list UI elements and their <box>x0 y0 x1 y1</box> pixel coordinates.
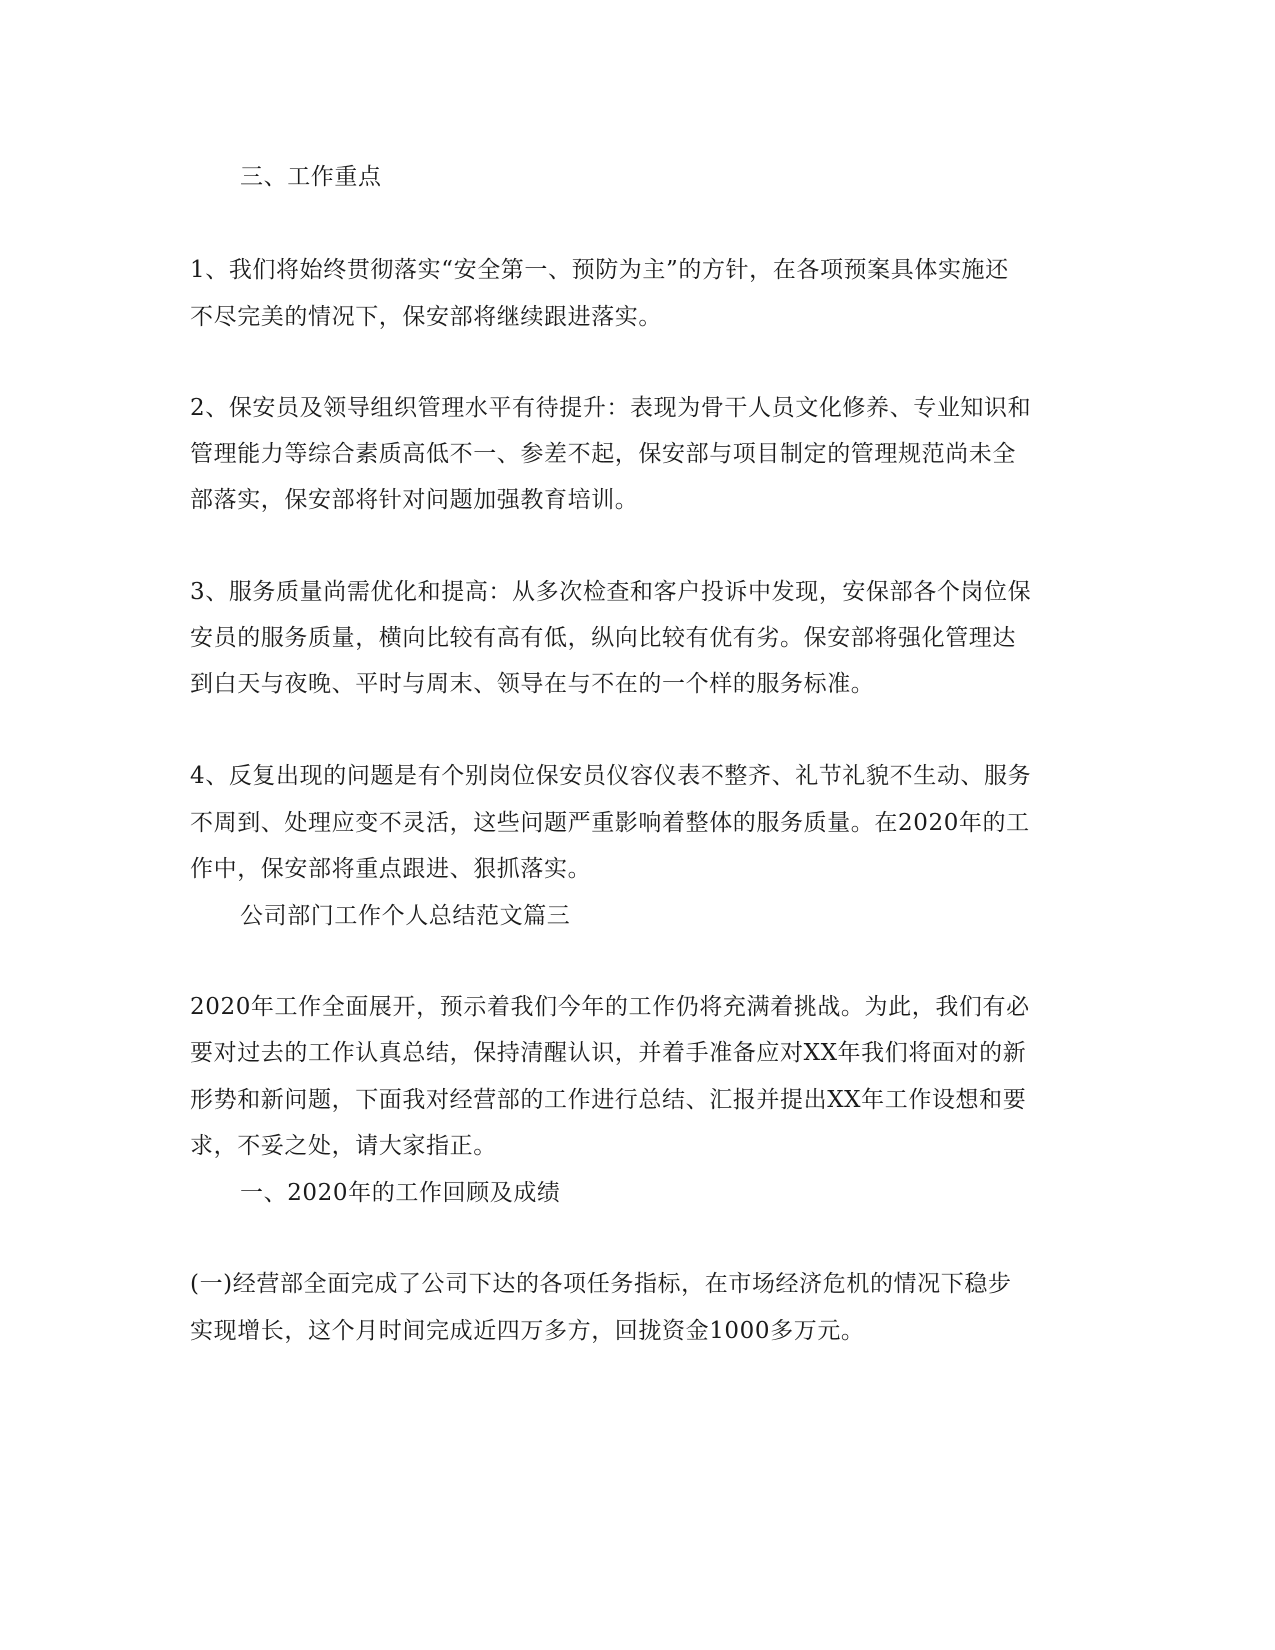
paragraph-item-5-line-1: (一)经营部全面完成了公司下达的各项任务指标，在市场经济危机的情况下稳步 <box>190 1271 1012 1297</box>
paragraph-item-1-line-1: 1、我们将始终贯彻落实“安全第一、预防为主”的方针，在各项预案具体实施还 <box>190 257 1009 283</box>
paragraph-item-4-line-3: 作中，保安部将重点跟进、狠抓落实。 <box>190 856 592 882</box>
intro-paragraph-line-3: 形势和新问题，下面我对经营部的工作进行总结、汇报并提出XX年工作设想和要 <box>190 1087 1027 1113</box>
intro-paragraph-line-1: 2020年工作全面展开，预示着我们今年的工作仍将充满着挑战。为此，我们有必 <box>190 994 1030 1020</box>
paragraph-item-3-line-3: 到白天与夜晚、平时与周末、领导在与不在的一个样的服务标准。 <box>190 671 875 697</box>
article-title: 公司部门工作个人总结范文篇三 <box>240 903 571 929</box>
paragraph-item-3-line-1: 3、服务质量尚需优化和提高：从多次检查和客户投诉中发现，安保部各个岗位保 <box>190 579 1032 605</box>
paragraph-item-3-line-2: 安员的服务质量，横向比较有高有低，纵向比较有优有劣。保安部将强化管理达 <box>190 625 1016 651</box>
intro-paragraph-line-4: 求，不妥之处，请大家指正。 <box>190 1133 497 1159</box>
section-heading-review: 一、2020年的工作回顾及成绩 <box>240 1180 561 1206</box>
section-heading-work-focus: 三、工作重点 <box>240 164 382 190</box>
intro-paragraph-line-2: 要对过去的工作认真总结，保持清醒认识，并着手准备应对XX年我们将面对的新 <box>190 1040 1027 1066</box>
paragraph-item-1-line-2: 不尽完美的情况下，保安部将继续跟进落实。 <box>190 304 662 330</box>
paragraph-item-4-line-1: 4、反复出现的问题是有个别岗位保安员仪容仪表不整齐、礼节礼貌不生动、服务 <box>190 763 1032 789</box>
paragraph-item-2-line-2: 管理能力等综合素质高低不一、参差不起，保安部与项目制定的管理规范尚未全 <box>190 441 1016 467</box>
paragraph-item-2-line-3: 部落实，保安部将针对问题加强教育培训。 <box>190 487 639 513</box>
paragraph-item-2-line-1: 2、保安员及领导组织管理水平有待提升：表现为骨干人员文化修养、专业知识和 <box>190 395 1032 421</box>
paragraph-item-4-line-2: 不周到、处理应变不灵活，这些问题严重影响着整体的服务质量。在2020年的工 <box>190 810 1030 836</box>
paragraph-item-5-line-2: 实现增长，这个月时间完成近四万多方，回拢资金1000多万元。 <box>190 1318 865 1344</box>
